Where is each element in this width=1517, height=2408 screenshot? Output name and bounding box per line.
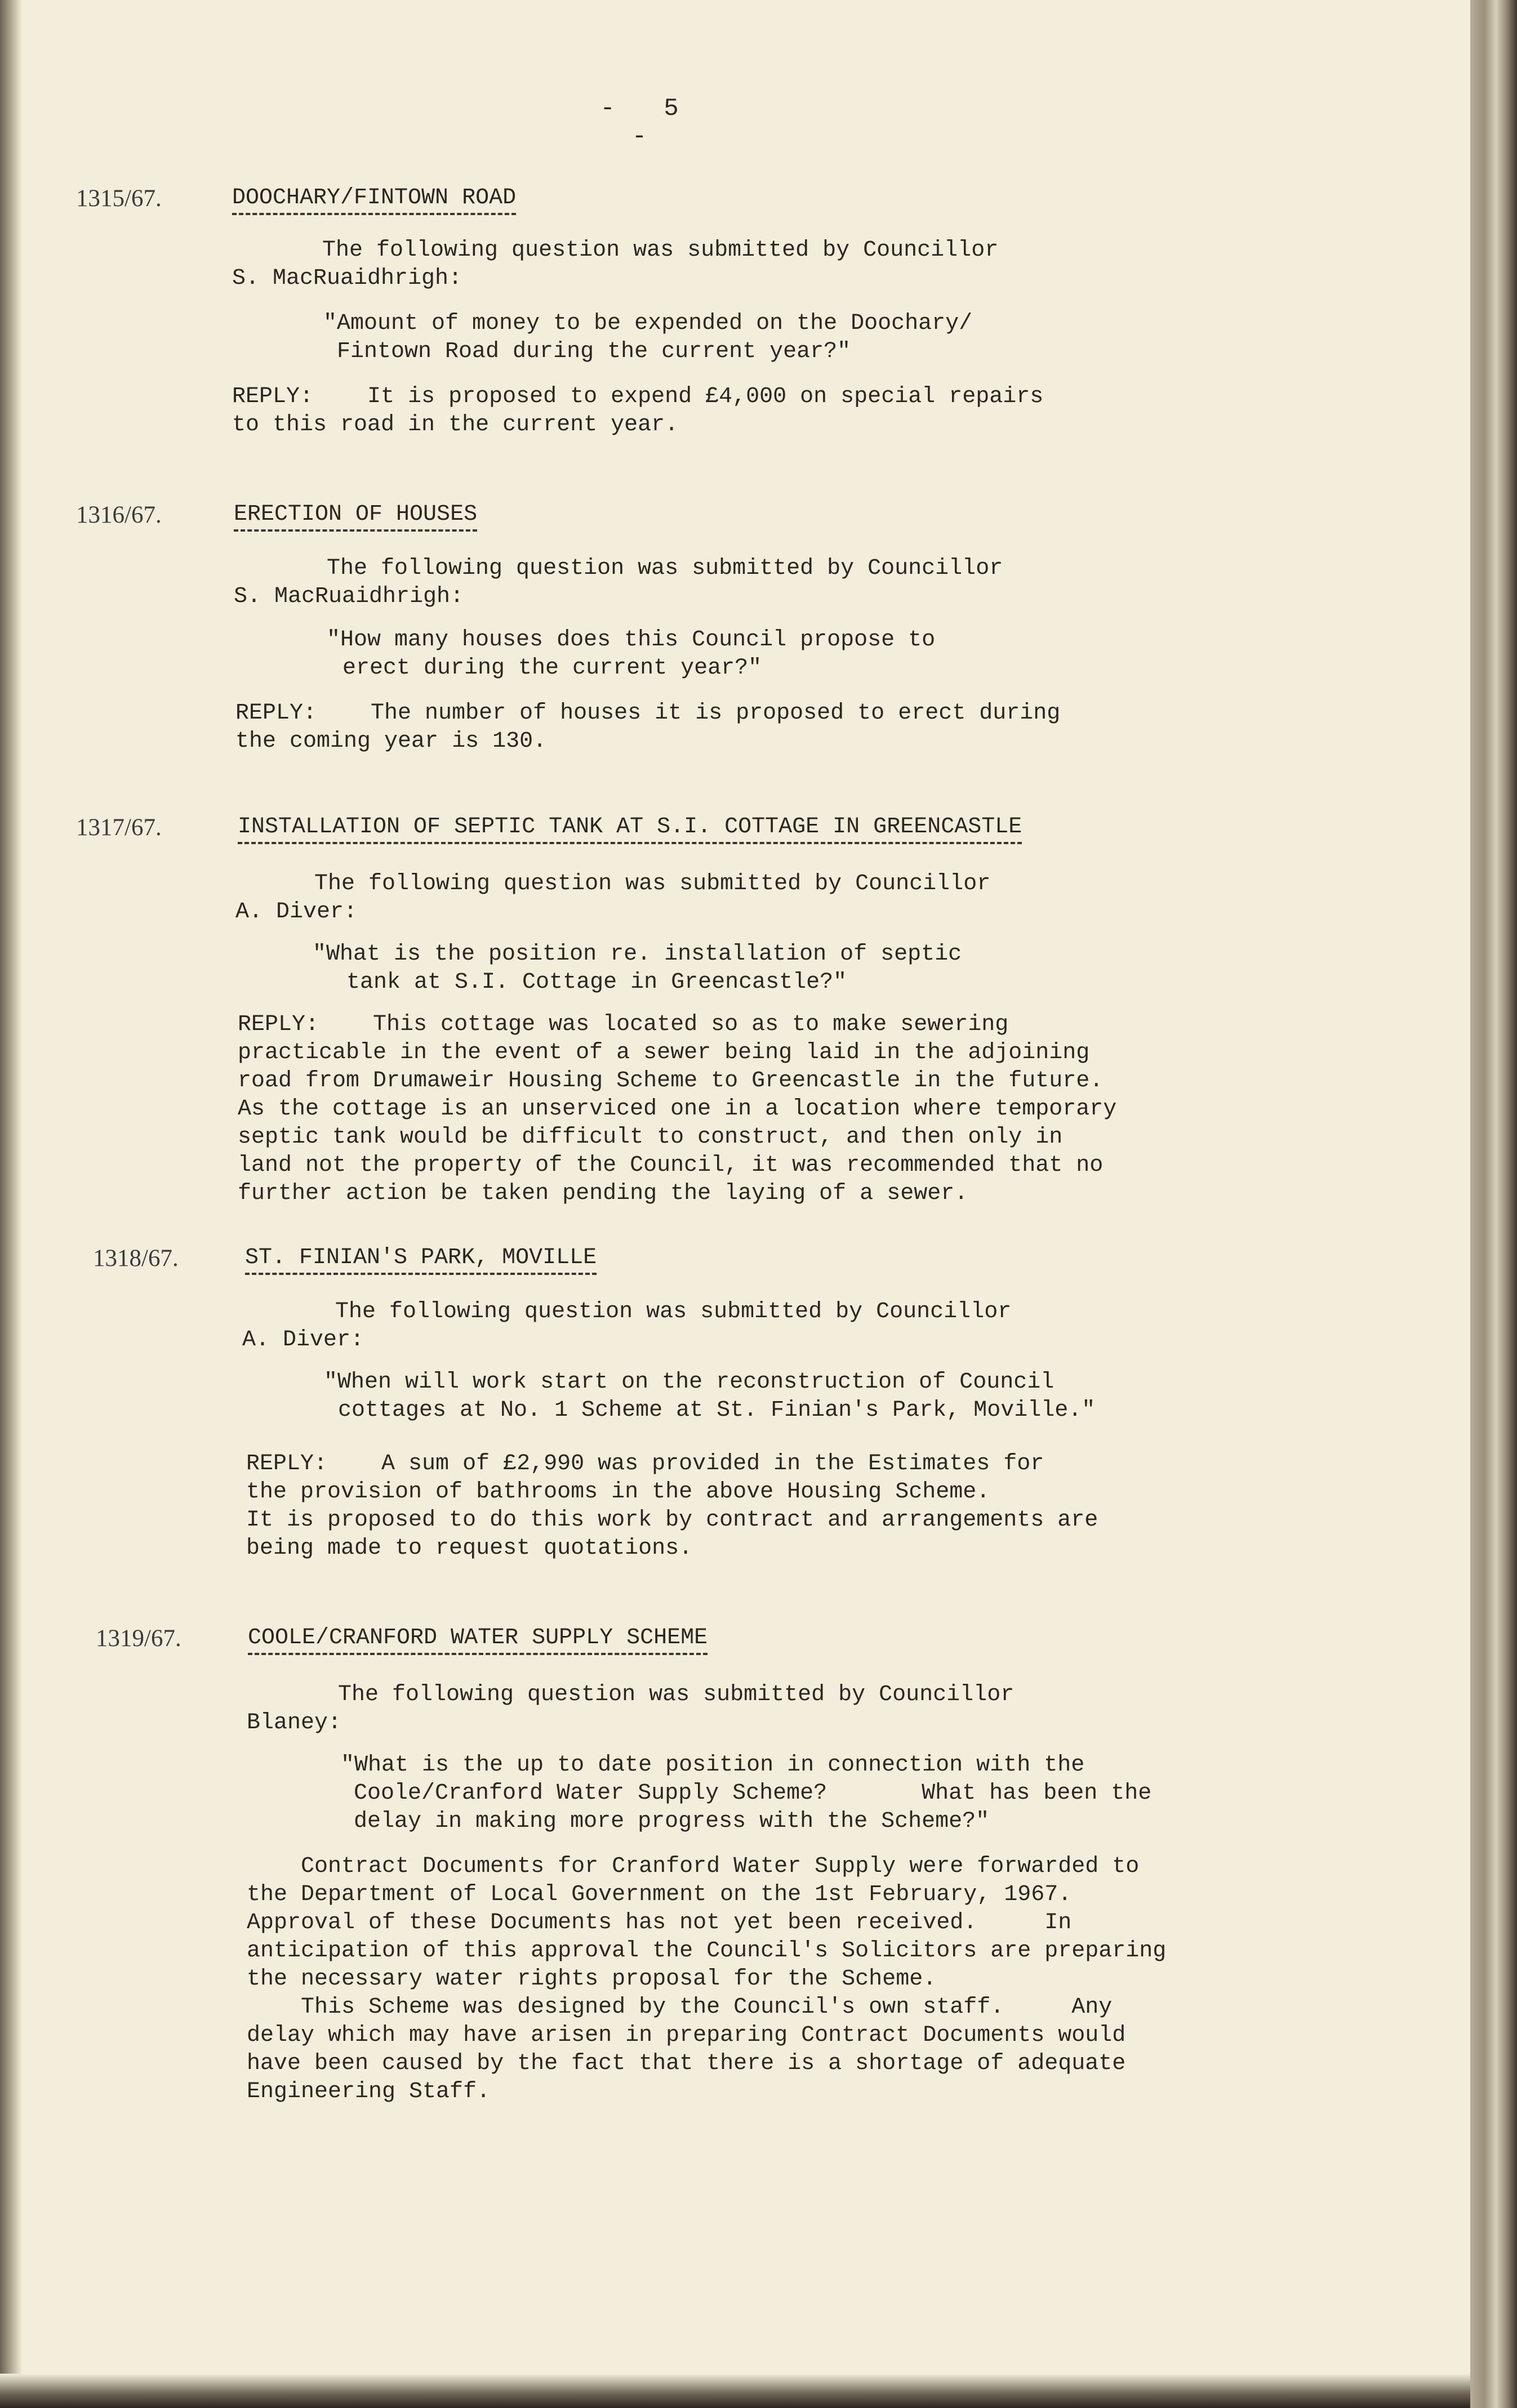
intro-line: S. MacRuaidhrigh: (234, 584, 464, 609)
reply-line: the necessary water rights proposal for the Scheme. (247, 1966, 937, 1992)
reply-line: practicable in the event of a sewer being laid in the adjoining (238, 1040, 1090, 1065)
minute-number: 1319/67. (96, 1625, 181, 1652)
question-line: Coole/Cranford Water Supply Scheme? What has been the (354, 1781, 1152, 1806)
minute-number: 1316/67. (76, 502, 162, 528)
reply-line: Engineering Staff. (247, 2079, 491, 2104)
question-line: "Amount of money to be expended on the Doochary/ (323, 311, 973, 336)
reply-line: anticipation of this approval the Council's Solicitors are preparing (247, 1938, 1167, 1964)
reply-line: Approval of these Documents has not yet been received. In (247, 1910, 1072, 1936)
reply-line: further action be taken pending the laying of a sewer. (238, 1181, 968, 1206)
intro-line: The following question was submitted by Councillor (327, 556, 1003, 581)
question-line: erect during the current year?" (342, 655, 762, 681)
intro-line: The following question was submitted by Councillor (322, 238, 999, 263)
intro-line: S. MacRuaidhrigh: (232, 266, 462, 291)
minute-title: DOOCHARY/FINTOWN ROAD (232, 185, 516, 215)
minute-title: INSTALLATION OF SEPTIC TANK AT S.I. COTTAGE IN GREENCASTLE (238, 814, 1022, 844)
binding-gutter (0, 0, 23, 2408)
minute-title: ST. FINIAN'S PARK, MOVILLE (245, 1245, 597, 1275)
reply-line: the Department of Local Government on the 1st February, 1967. (247, 1882, 1072, 1907)
reply-line: to this road in the current year. (232, 412, 679, 438)
reply-line: As the cottage is an unserviced one in a location where temporary (238, 1096, 1117, 1122)
reply-line: REPLY: A sum of £2,990 was provided in the Estimates for (246, 1451, 1044, 1477)
reply-line: It is proposed to do this work by contract and arrangements are (246, 1508, 1098, 1533)
reply-line: REPLY: This cottage was located so as to make sewering (238, 1012, 1009, 1037)
reply-line: septic tank would be difficult to construct, and then only in (238, 1125, 1063, 1150)
minute-number: 1318/67. (93, 1245, 179, 1272)
intro-line: A. Diver: (242, 1327, 364, 1353)
question-line: cottages at No. 1 Scheme at St. Finian's Park, Moville." (338, 1398, 1096, 1423)
reply-line: the provision of bathrooms in the above Housing Scheme. (246, 1479, 990, 1505)
question-line: delay in making more progress with the Scheme?" (354, 1809, 990, 1834)
intro-line: A. Diver: (235, 899, 358, 925)
page-number: - 5 - (600, 95, 696, 151)
question-line: tank at S.I. Cottage in Greencastle?" (346, 970, 847, 995)
page-bottom-shadow (0, 2374, 1470, 2408)
book-page-edges (1470, 0, 1517, 2408)
reply-line: REPLY: The number of houses it is proposed to erect during (235, 701, 1061, 726)
question-line: Fintown Road during the current year?" (337, 339, 851, 364)
intro-line: The following question was submitted by Councillor (314, 871, 991, 897)
minute-title: ERECTION OF HOUSES (234, 501, 477, 532)
question-line: "What is the up to date position in connection with the (341, 1753, 1085, 1778)
reply-line: delay which may have arisen in preparing Contract Documents would (247, 2023, 1126, 2048)
intro-line: Blaney: (247, 1710, 342, 1736)
intro-line: The following question was submitted by Councillor (338, 1682, 1015, 1707)
question-line: "What is the position re. installation of septic (313, 942, 962, 967)
reply-line: REPLY: It is proposed to expend £4,000 on special repairs (232, 384, 1044, 409)
reply-line: road from Drumaweir Housing Scheme to Greencastle in the future. (238, 1068, 1104, 1094)
question-line: "When will work start on the reconstruction of Council (324, 1370, 1055, 1395)
reply-line: Contract Documents for Cranford Water Supply were forwarded to (247, 1854, 1140, 1879)
reply-line: This Scheme was designed by the Council's own staff. Any (247, 1995, 1113, 2020)
minute-number: 1315/67. (76, 185, 162, 212)
reply-line: land not the property of the Council, it was recommended that no (238, 1153, 1104, 1178)
reply-line: the coming year is 130. (235, 729, 547, 754)
reply-line: being made to request quotations. (246, 1536, 693, 1561)
minute-title: COOLE/CRANFORD WATER SUPPLY SCHEME (248, 1625, 708, 1655)
minute-number: 1317/67. (76, 814, 162, 841)
intro-line: The following question was submitted by Councillor (335, 1299, 1012, 1325)
reply-line: have been caused by the fact that there is a shortage of adequate (247, 2051, 1126, 2076)
question-line: "How many houses does this Council propose to (327, 627, 936, 653)
